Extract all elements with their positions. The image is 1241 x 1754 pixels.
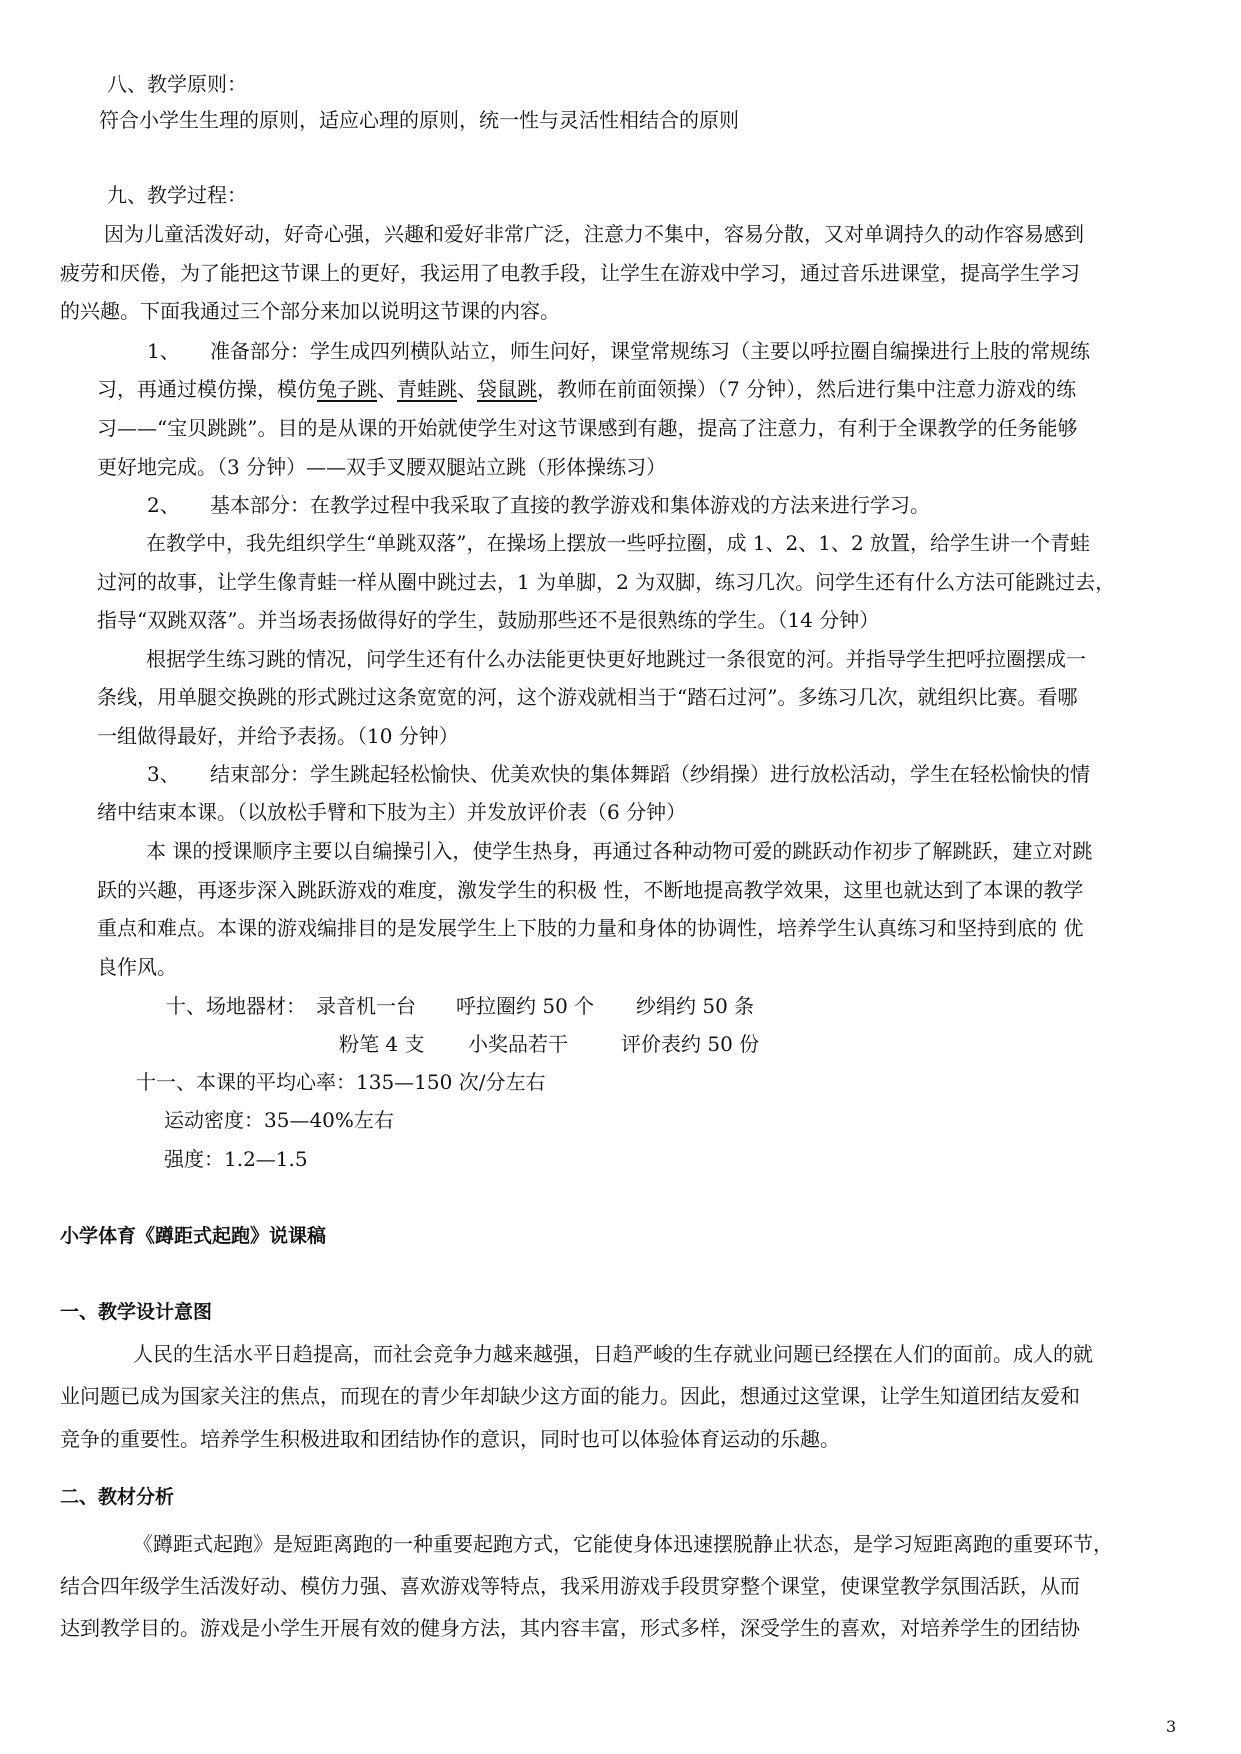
rabbit-jump-term: 兔子跳 — [317, 377, 377, 401]
summary-line: 本 课的授课顺序主要以自编操引入，使学生热身，再通过各种动物可爱的跳跃动作初步了解跳跃，建立对跳 — [146, 839, 1093, 863]
summary-line: 跃的兴趣，再逐步深入跳跃游戏的难度，激发学生的积极 性，不断地提高教学效果，这里也就达到了本课的教学 — [97, 878, 1084, 902]
part3-number: 3、 — [147, 762, 180, 786]
part1-text: 习，再通过模仿操，模仿 — [97, 377, 317, 401]
equipment-item: 小奖品若干 — [468, 1032, 568, 1056]
doc-title: 小学体育《蹲距式起跑》说课稿 — [60, 1225, 327, 1247]
section8-heading: 八、教学原则： — [107, 72, 247, 96]
section11-line: 运动密度：35—40%左右 — [164, 1108, 394, 1132]
frog-jump-term: 青蛙跳 — [397, 377, 457, 401]
doc2-section2-line: 《蹲距式起跑》是短距离跑的一种重要起跑方式，它能使身体迅速摆脱静止状态，是学习短距离跑的重要环节， — [133, 1532, 1113, 1556]
doc2-section2-line: 达到教学目的。游戏是小学生开展有效的健身方法，其内容丰富，形式多样，深受学生的喜欢，对培养学生的团结协 — [60, 1616, 1080, 1640]
summary-line: 良作风。 — [97, 955, 177, 979]
page-number: 3 — [1166, 1717, 1177, 1736]
section10-heading: 十、场地器材： — [166, 994, 306, 1018]
part1-text: ，教师在前面领操）（7 分钟），然后进行集中注意力游戏的练 — [537, 377, 1077, 401]
section9-intro-line: 因为儿童活泼好动，好奇心强，兴趣和爱好非常广泛，注意力不集中，容易分散，又对单调持久的动作容易感到 — [104, 222, 1084, 246]
part1-line: 准备部分：学生成四列横队站立，师生问好，课堂常规练习（主要以呼拉圈自编操进行上肢的常规练 — [210, 339, 1090, 363]
separator: 、 — [457, 377, 477, 401]
section9-heading: 九、教学过程： — [107, 183, 247, 207]
doc2-section1-heading: 一、教学设计意图 — [60, 1301, 213, 1323]
equipment-item: 评价表约 50 份 — [621, 1032, 760, 1056]
part3-line: 结束部分：学生跳起轻松愉快、优美欢快的集体舞蹈（纱绢操）进行放松活动，学生在轻松愉快的情 — [210, 762, 1090, 786]
part2-paragraph-line: 过河的故事，让学生像青蛙一样从圈中跳过去，1 为单脚，2 为双脚，练习几次。问学生还有什么方法可能跳过去， — [97, 570, 1116, 594]
section9-intro-line: 的兴趣。下面我通过三个部分来加以说明这节课的内容。 — [60, 299, 560, 323]
part3-line: 绪中结束本课。（以放松手臂和下肢为主）并发放评价表（6 分钟） — [97, 800, 687, 824]
separator: 、 — [377, 377, 397, 401]
section9-intro-line: 疲劳和厌倦，为了能把这节课上的更好，我运用了电教手段，让学生在游戏中学习，通过音乐进课堂，提高学生学习 — [60, 261, 1080, 285]
equipment-item: 粉笔 4 支 — [339, 1032, 425, 1056]
section8-text: 符合小学生生理的原则，适应心理的原则，统一性与灵活性相结合的原则 — [99, 108, 739, 132]
equipment-item: 呼拉圈约 50 个 — [456, 994, 595, 1018]
part2-paragraph-line: 根据学生练习跳的情况，问学生还有什么办法能更快更好地跳过一条很宽的河。并指导学生把呼拉圈摆成一 — [146, 647, 1086, 671]
doc2-section2-heading: 二、教材分析 — [60, 1486, 175, 1508]
part1-number: 1、 — [147, 339, 180, 363]
doc2-section2-line: 结合四年级学生活泼好动、模仿力强、喜欢游戏等特点，我采用游戏手段贯穿整个课堂，使课堂教学氛围活跃，从而 — [60, 1574, 1080, 1598]
part1-line — [97, 375, 1076, 403]
doc2-section1-line: 人民的生活水平日趋提高，而社会竞争力越来越强，日趋严峻的生存就业问题已经摆在人们的面前。成人的就 — [133, 1342, 1093, 1366]
kangaroo-jump-term: 袋鼠跳 — [477, 377, 537, 401]
doc2-section1-line: 业问题已成为国家关注的焦点，而现在的青少年却缺少这方面的能力。因此，想通过这堂课，让学生知道团结友爱和 — [60, 1384, 1080, 1408]
part2-paragraph-line: 指导“双跳双落”。并当场表扬做得好的学生，鼓励那些还不是很熟练的学生。（14 分钟） — [97, 608, 880, 632]
equipment-item: 纱绢约 50 条 — [636, 994, 755, 1018]
section11-line: 强度：1.2—1.5 — [164, 1147, 308, 1171]
part2-number: 2、 — [147, 493, 180, 517]
part1-line: 习——“宝贝跳跳”。目的是从课的开始就使学生对这节课感到有趣，提高了注意力，有利于全课教学的任务能够 — [97, 416, 1078, 440]
part2-paragraph-line: 在教学中，我先组织学生“单跳双落”，在操场上摆放一些呼拉圈，成 1、2、1、2 放置，给学生讲一个青蛙 — [146, 531, 1091, 555]
part1-line: 更好地完成。（3 分钟）——双手叉腰双腿站立跳（形体操练习） — [97, 455, 667, 479]
doc2-section1-line: 竞争的重要性。培养学生积极进取和团结协作的意识，同时也可以体验体育运动的乐趣。 — [60, 1427, 840, 1451]
summary-line: 重点和难点。本课的游戏编排目的是发展学生上下肢的力量和身体的协调性，培养学生认真练习和坚持到底的 优 — [97, 916, 1084, 940]
equipment-item: 录音机一台 — [316, 994, 416, 1018]
section11-line: 十一、本课的平均心率：135—150 次/分左右 — [136, 1070, 546, 1094]
part2-paragraph-line: 条线，用单腿交换跳的形式跳过这条宽宽的河，这个游戏就相当于“踏石过河”。多练习几次，就组织比赛。看哪 — [97, 685, 1078, 709]
part2-paragraph-line: 一组做得最好，并给予表扬。（10 分钟） — [97, 724, 459, 748]
part2-line: 基本部分：在教学过程中我采取了直接的教学游戏和集体游戏的方法来进行学习。 — [210, 493, 930, 517]
